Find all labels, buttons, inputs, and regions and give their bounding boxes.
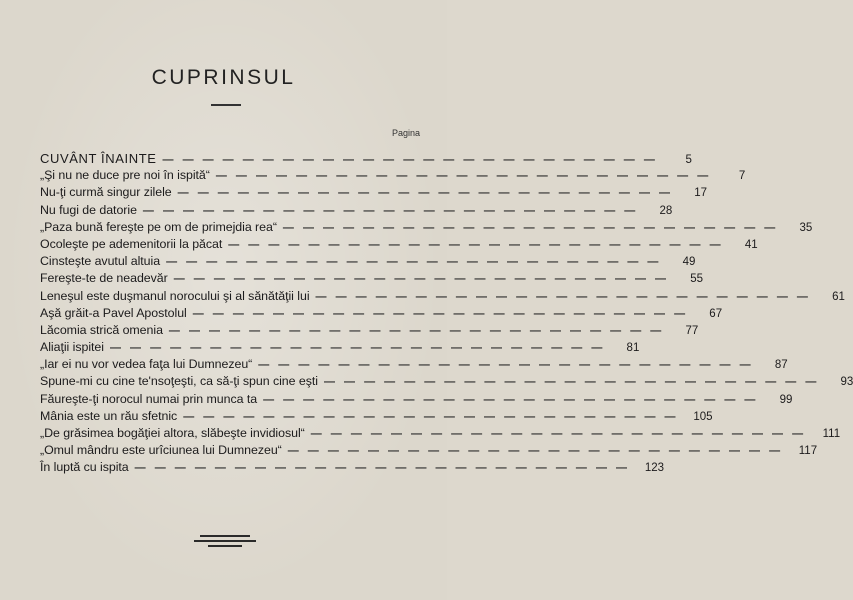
dash-leader: — — — — — — — — — — — — — — — — — — — — — — — — — xyxy=(215,170,712,183)
toc-entry-page-number: 41 xyxy=(744,238,758,251)
toc-entry-page-number: 93 xyxy=(840,376,853,389)
toc-entry-title: „Şi nu ne duce pre noi în ispită“ xyxy=(40,168,210,183)
toc-entry-title: „Iar ei nu vor vedea faţa lui Dumnezeu“ xyxy=(40,357,253,372)
toc-entry xyxy=(40,270,704,287)
dash-leader: — — — — — — — — — — — — — — — — — — — — — — — — — xyxy=(323,376,820,389)
toc-entry xyxy=(40,184,708,201)
toc-entry-page-number: 99 xyxy=(779,393,793,406)
toc-entry-title: Leneşul este duşmanul norocului şi al sănătăţii lui xyxy=(40,288,310,303)
toc-entry-title: Fereşte-te de neadevăr xyxy=(40,271,168,286)
dash-leader: — — — — — — — — — — — — — — — — — — — — — — — — — xyxy=(228,238,724,251)
toc-entry xyxy=(40,219,813,236)
toc-entry-title: Cinsteşte avutul altuia xyxy=(40,254,161,269)
end-ornament xyxy=(194,535,256,549)
dash-leader: — — — — — — — — — — — — — — — — — — — — — — — — — xyxy=(168,324,665,337)
toc-entry-title: „Paza bună fereşte pe om de primejdia rea“ xyxy=(40,219,277,234)
dash-leader: — — — — — — — — — — — — — — — — — — — — — — — — — xyxy=(192,307,689,320)
dash-leader: — — — — — — — — — — — — — — — — — — — — — — — — — xyxy=(310,428,807,440)
table-of-contents xyxy=(40,150,853,477)
toc-entry-page-number: 117 xyxy=(798,445,818,458)
toc-entry-title: „De grăsimea bogăţiei altora, slăbeşte invidiosul“ xyxy=(40,426,305,440)
toc-entry-page-number: 17 xyxy=(694,187,708,200)
dash-leader: — — — — — — — — — — — — — — — — — — — — — — — — — xyxy=(177,187,674,200)
toc-entry xyxy=(40,425,841,442)
toc-entry xyxy=(40,322,699,339)
dash-leader: — — — — — — — — — — — — — — — — — — — — — — — — — xyxy=(183,410,679,423)
dash-leader: — — — — — — — — — — — — — — — — — — — — — — — — — xyxy=(315,290,811,303)
toc-entry xyxy=(40,459,665,476)
toc-entry xyxy=(40,408,713,425)
toc-entry-title: Nu fugi de datorie xyxy=(40,202,137,217)
toc-entry-page-number: 49 xyxy=(682,256,696,269)
dash-leader: — — — — — — — — — — — — — — — — — — — — — — — — — xyxy=(258,359,754,372)
dash-leader: — — — — — — — — — — — — — — — — — — — — — — — — — xyxy=(166,256,662,269)
toc-entry xyxy=(40,339,640,356)
toc-entry xyxy=(40,391,793,408)
title-underline xyxy=(211,104,241,106)
toc-entry-page-number: 123 xyxy=(644,462,665,475)
toc-entry-page-number: 55 xyxy=(690,273,704,286)
dash-leader: — — — — — — — — — — — — — — — — — — — — — — — — — xyxy=(109,342,606,355)
toc-entry-title: Aliaţii ispitei xyxy=(40,340,104,355)
toc-entry xyxy=(40,288,845,305)
toc-entry-title: CUVÂNT ÎNAINTE xyxy=(40,151,157,166)
toc-entry-page-number: 81 xyxy=(626,342,640,355)
page-title: CUPRINSUL xyxy=(151,66,296,89)
dash-leader: — — — — — — — — — — — — — — — — — — — — — — — — — xyxy=(263,393,759,406)
toc-entry xyxy=(40,150,692,167)
toc-entry-title: Făureşte-ţi norocul numai prin munca ta xyxy=(40,391,258,406)
dash-leader: — — — — — — — — — — — — — — — — — — — — — — — — — xyxy=(173,273,670,286)
toc-entry xyxy=(40,236,758,253)
toc-entry-page-number: 67 xyxy=(709,307,723,320)
toc-entry-page-number: 28 xyxy=(659,204,673,217)
toc-entry-title: Nu-ţi curmă singur zilele xyxy=(40,185,172,200)
toc-entry xyxy=(40,253,696,270)
toc-entry-page-number: 61 xyxy=(832,290,845,303)
toc-entry-page-number: 77 xyxy=(685,324,699,337)
toc-entry xyxy=(40,442,818,459)
toc-entry-page-number: 5 xyxy=(685,154,692,166)
toc-entry-title: Aşă grăit-a Pavel Apostolul xyxy=(40,305,187,320)
toc-entry xyxy=(40,373,853,390)
dash-leader: — — — — — — — — — — — — — — — — — — — — — — — — — xyxy=(162,154,658,166)
dash-leader: — — — — — — — — — — — — — — — — — — — — — — — — — xyxy=(287,445,784,458)
toc-entry-title: Lăcomia strică omenia xyxy=(40,322,163,337)
toc-entry-title: Spune-mi cu cine te'nsoţeşti, ca să-ţi spun cine eşti xyxy=(40,374,318,389)
toc-entry-page-number: 7 xyxy=(738,170,746,183)
toc-entry-title: Mânia este un rău sfetnic xyxy=(40,408,178,423)
toc-entry-page-number: 35 xyxy=(799,221,813,234)
toc-entry-page-number: 87 xyxy=(774,359,788,372)
toc-entry xyxy=(40,305,723,322)
toc-entry-title: În luptă cu ispita xyxy=(40,460,129,475)
toc-entry-title: Ocoleşte pe ademenitorii la păcat xyxy=(40,236,223,251)
toc-entry xyxy=(40,202,673,219)
toc-entry xyxy=(40,356,788,373)
toc-entry xyxy=(40,167,746,184)
toc-entry-page-number: 105 xyxy=(693,410,713,423)
dash-leader: — — — — — — — — — — — — — — — — — — — — — — — — — xyxy=(134,462,631,475)
page-column-header: Pagina xyxy=(392,128,421,138)
dash-leader: — — — — — — — — — — — — — — — — — — — — — — — — — xyxy=(142,204,639,217)
toc-entry-title: „Omul mândru este urîciunea lui Dumnezeu“ xyxy=(40,443,282,458)
dash-leader: — — — — — — — — — — — — — — — — — — — — — — — — — xyxy=(282,221,779,234)
toc-entry-page-number: 111 xyxy=(822,428,841,440)
